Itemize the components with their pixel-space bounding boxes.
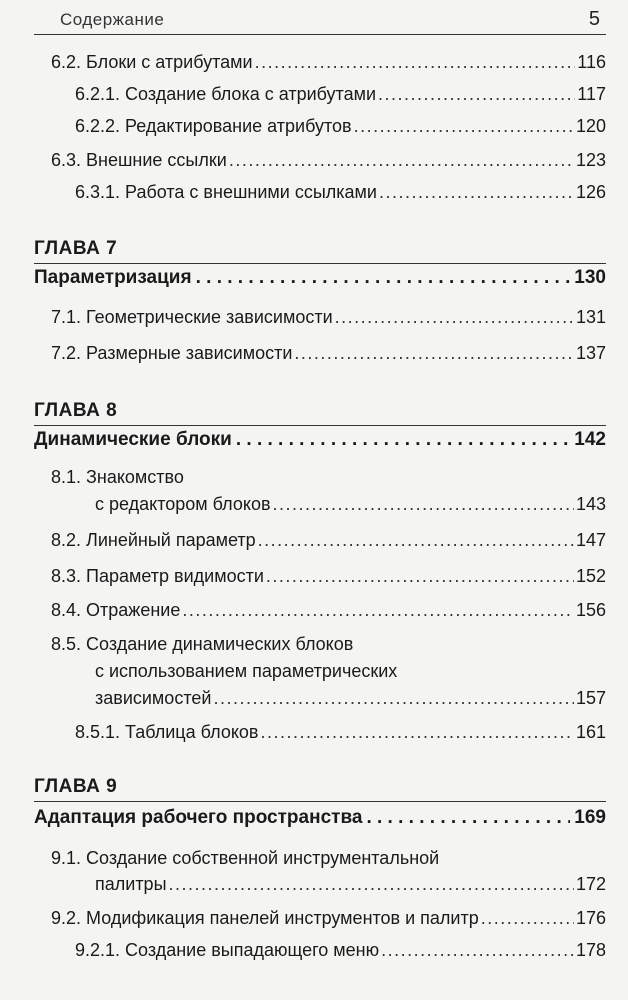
leader-dots <box>378 82 575 106</box>
toc-chapter-9[interactable] <box>34 805 606 831</box>
toc-entry-label-line: с использованием параметрических <box>95 661 398 681</box>
toc-entry-page: 143 <box>575 494 606 514</box>
toc-entry-page: 116 <box>577 52 606 72</box>
toc-entry-page: 120 <box>575 116 606 136</box>
chapter-rule <box>34 425 606 426</box>
toc-entry-6-2-1[interactable] <box>75 82 606 106</box>
toc-entry-label: 6.2.1. Создание блока с атрибутами <box>75 84 377 104</box>
toc-entry-page: 117 <box>577 84 606 104</box>
toc-entry-6-2-2[interactable] <box>75 114 606 138</box>
toc-entry-label: 9.2.1. Создание выпадающего меню <box>75 940 380 960</box>
toc-entry-9-2-1[interactable] <box>75 938 606 962</box>
toc-entry-label: 6.2.2. Редактирование атрибутов <box>75 116 352 136</box>
leader-dots <box>229 148 574 172</box>
toc-entry-label: 6.3. Внешние ссылки <box>51 150 227 170</box>
leader-dots <box>366 805 570 831</box>
chapter-title: Адаптация рабочего пространства <box>34 807 363 828</box>
chapter-title: Динамические блоки <box>34 429 232 450</box>
toc-entry-8-5-1[interactable] <box>75 720 606 744</box>
toc-entry-8-3[interactable] <box>51 564 606 588</box>
leader-dots <box>481 906 574 930</box>
toc-entry-label: 8.2. Линейный параметр <box>51 530 256 550</box>
chapter-page: 169 <box>574 807 606 828</box>
toc-entry-label: 8.3. Параметр видимости <box>51 566 264 586</box>
chapter-title: Параметризация <box>34 267 192 288</box>
toc-entry-page: 156 <box>575 600 606 620</box>
chapter-number-9: ГЛАВА 9 <box>34 776 118 797</box>
leader-dots <box>381 938 574 962</box>
chapter-rule <box>34 801 606 802</box>
toc-entry-label: 6.3.1. Работа с внешними ссылками <box>75 182 377 202</box>
leader-dots <box>196 265 571 291</box>
toc-entry-8-1[interactable] <box>95 492 606 516</box>
chapter-page: 142 <box>574 429 606 450</box>
toc-entry-label: с редактором блоков <box>95 494 271 514</box>
toc-entry-label: 7.1. Геометрические зависимости <box>51 307 333 327</box>
leader-dots <box>213 686 574 710</box>
toc-entry-page: 178 <box>575 940 606 960</box>
toc-entry-label: 6.2. Блоки с атрибутами <box>51 52 253 72</box>
toc-entry-page: 137 <box>575 343 606 363</box>
toc-entry-label: 9.2. Модификация панелей инструментов и палитр <box>51 908 479 928</box>
leader-dots <box>255 50 576 74</box>
toc-entry-7-2[interactable] <box>51 341 606 365</box>
toc-entry-8-2[interactable] <box>51 528 606 552</box>
toc-entry-9-1[interactable] <box>95 872 606 896</box>
toc-entry-page: 123 <box>575 150 606 170</box>
toc-entry-9-2[interactable] <box>51 906 606 930</box>
toc-entry-8-5[interactable] <box>95 686 606 710</box>
chapter-rule <box>34 263 606 264</box>
toc-entry-6-3[interactable] <box>51 148 606 172</box>
leader-dots <box>379 180 574 204</box>
toc-entry-page: 172 <box>575 874 606 894</box>
leader-dots <box>169 872 574 896</box>
toc-entry-label: зависимостей <box>95 688 212 708</box>
toc-entry-page: 176 <box>575 908 606 928</box>
leader-dots <box>258 528 574 552</box>
toc-entry-7-1[interactable] <box>51 305 606 329</box>
toc-entry-label-line: 8.1. Знакомство <box>51 467 184 487</box>
leader-dots <box>335 305 574 329</box>
toc-entry-label: 8.4. Отражение <box>51 600 181 620</box>
toc-entry-page: 147 <box>575 530 606 550</box>
toc-entry-page: 157 <box>575 688 606 708</box>
toc-entry-label-line: 9.1. Создание собственной инструментальной <box>51 848 440 868</box>
toc-entry-page: 126 <box>575 182 606 202</box>
toc-chapter-8[interactable] <box>34 427 606 453</box>
leader-dots <box>294 341 574 365</box>
leader-dots <box>182 598 574 622</box>
leader-dots <box>236 427 570 453</box>
toc-entry-label: 8.5.1. Таблица блоков <box>75 722 259 742</box>
toc-entry-6-3-1[interactable] <box>75 180 606 204</box>
toc-entry-page: 131 <box>575 307 606 327</box>
running-header <box>34 8 606 35</box>
chapter-number-8: ГЛАВА 8 <box>34 400 118 421</box>
toc-chapter-7[interactable] <box>34 265 606 291</box>
leader-dots <box>354 114 574 138</box>
toc-entry-page: 161 <box>575 722 606 742</box>
running-title: Содержание <box>60 10 165 29</box>
toc-entry-6-2[interactable] <box>51 50 606 74</box>
toc-entry-label-line: 8.5. Создание динамических блоков <box>51 634 354 654</box>
toc-entry-label: 7.2. Размерные зависимости <box>51 343 293 363</box>
page-number: 5 <box>588 8 600 30</box>
leader-dots <box>260 720 573 744</box>
chapter-number-7: ГЛАВА 7 <box>34 238 118 259</box>
leader-dots <box>273 492 574 516</box>
chapter-page: 130 <box>574 267 606 288</box>
toc-entry-label: палитры <box>95 874 167 894</box>
leader-dots <box>266 564 574 588</box>
toc-entry-page: 152 <box>575 566 606 586</box>
toc-entry-8-4[interactable] <box>51 598 606 622</box>
